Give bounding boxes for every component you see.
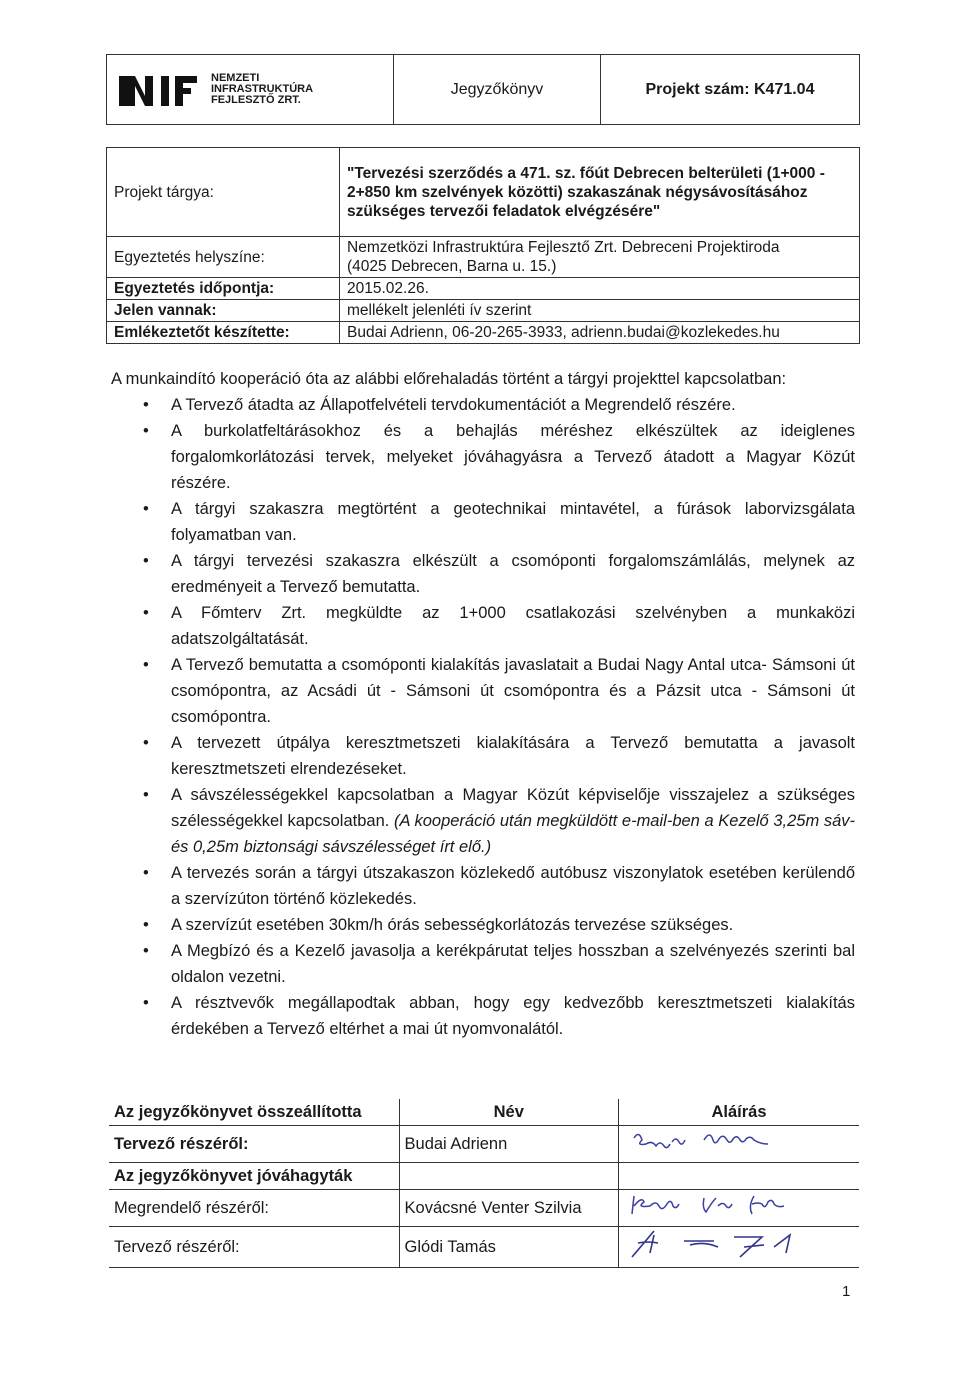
signature-header-col1: Az jegyzőkönyvet összeállította <box>109 1099 399 1126</box>
logo-cell <box>107 55 394 124</box>
intro-paragraph: A munkaindító kooperáció óta az alábbi előrehaladás történt a tárgyi projekttel kapcsolatban: <box>111 370 787 388</box>
place-label: Egyeztetés helyszíne: <box>107 237 340 278</box>
list-item-text: A sávszélességekkel kapcsolatban a Magyar Közút képviselője visszajelez a szükséges szélességekkel kapcsolatban. <box>171 786 855 830</box>
signature-name: Kovácsné Venter Szilvia <box>399 1190 618 1227</box>
present-value: mellékelt jelenléti ív szerint <box>340 300 860 322</box>
nif-logo <box>117 68 313 112</box>
signature-name: Budai Adrienn <box>399 1126 618 1163</box>
author-value: Budai Adrienn, 06-20-265-3933, adrienn.budai@kozlekedes.hu <box>340 322 860 344</box>
list-item: • A tervezett útpálya keresztmetszeti kialakítására a Tervező bemutatta a javasolt keresztmetszeti elrendezéseket. <box>171 730 855 782</box>
signature-header-col3: Aláírás <box>619 1099 860 1126</box>
subject-value: "Tervezési szerződés a 471. sz. főút Debrecen belterületi (1+000 - 2+850 km szelvények közötti) szakaszának négysávosításához szükséges tervezői feladatok elvégzésére" <box>340 148 860 237</box>
logo-line-1: NEMZETI <box>211 72 260 84</box>
logo-line-2: INFRASTRUKTÚRA <box>211 83 314 95</box>
list-item: • A Tervező átadta az Állapotfelvételi tervdokumentációt a Megrendelő részére. <box>171 392 855 418</box>
handwritten-signature <box>619 1227 860 1268</box>
info-row-place <box>107 237 860 278</box>
info-row-author <box>107 322 860 344</box>
info-row-time <box>107 278 860 300</box>
signature-scribble <box>624 1192 844 1218</box>
progress-list <box>111 392 855 1042</box>
list-item: • A Főmterv Zrt. megküldte az 1+000 csatlakozási szelvényben a munkaközi adatszolgáltatását. <box>171 600 855 652</box>
signature-empty <box>619 1163 860 1190</box>
list-item: • A tárgyi szakaszra megtörtént a geotechnikai mintavétel, a fúrások laborvizsgálata folyamatban van. <box>171 496 855 548</box>
signature-table <box>109 1099 859 1268</box>
nif-logo-mark <box>117 68 203 112</box>
list-item: • A tervezés során a tárgyi útszakaszon közlekedő autóbusz viszonylatok esetében kerülendő a szervízúton történő közlekedés. <box>171 860 855 912</box>
signature-role: Tervező részéről: <box>109 1126 399 1163</box>
signature-role: Az jegyzőkönyvet jóváhagyták <box>109 1163 399 1190</box>
page-number: 1 <box>842 1283 851 1300</box>
info-table <box>106 147 860 344</box>
list-item: • A Megbízó és a Kezelő javasolja a kerékpárutat teljes hosszban a szelvényezés szerinti bal oldalon vezetni. <box>171 938 855 990</box>
project-number: Projekt szám: K471.04 <box>645 80 815 98</box>
list-item <box>171 782 855 860</box>
subject-label: Projekt tárgya: <box>107 148 340 237</box>
logo-text <box>211 73 313 106</box>
present-label: Jelen vannak: <box>107 300 340 322</box>
signature-name-empty <box>399 1163 618 1190</box>
place-value-line1: Nemzetközi Infrastruktúra Fejlesztő Zrt. Debreceni Projektiroda <box>347 239 780 256</box>
signature-scribble <box>624 1229 854 1259</box>
list-item-note: (A kooperáció után megküldött e-mail-ben a Kezelő 3,25m sáv- és 0,25m biztonsági sávszélességet írt elő.) <box>171 812 855 856</box>
minutes-body <box>111 366 855 1042</box>
list-item: • A résztvevők megállapodtak abban, hogy egy kedvezőbb keresztmetszeti kialakítás érdekében a Tervező eltérhet a mai út nyomvonalától. <box>171 990 855 1042</box>
time-value: 2015.02.26. <box>340 278 860 300</box>
handwritten-signature <box>619 1126 860 1163</box>
signature-name: Glódi Tamás <box>399 1227 618 1268</box>
signature-row <box>109 1227 859 1268</box>
handwritten-signature <box>619 1190 860 1227</box>
author-label: Emlékeztetőt készítette: <box>107 322 340 344</box>
info-row-present <box>107 300 860 322</box>
logo-line-3: FEJLESZTŐ ZRT. <box>211 94 301 106</box>
list-item: • A tárgyi tervezési szakaszra elkészült a csomóponti forgalomszámlálás, melynek az eredményeit a Tervező bemutatta. <box>171 548 855 600</box>
place-value-line2: (4025 Debrecen, Barna u. 15.) <box>347 258 557 275</box>
document-header <box>106 54 860 125</box>
list-item: • A burkolatfeltárásokhoz és a behajlás méréshez elkészültek az ideiglenes forgalomkorlátozási tervek, melyeket jóváhagyásra a Tervező átadott a Magyar Közút részére. <box>171 418 855 496</box>
info-row-subject <box>107 148 860 237</box>
signature-role: Tervező részéről: <box>109 1227 399 1268</box>
signature-scribble <box>624 1128 824 1154</box>
place-value <box>340 237 860 278</box>
signature-row <box>109 1163 859 1190</box>
signature-header-row <box>109 1099 859 1126</box>
time-label: Egyeztetés időpontja: <box>107 278 340 300</box>
signature-row <box>109 1190 859 1227</box>
list-item: • A Tervező bemutatta a csomóponti kialakítás javaslatait a Budai Nagy Antal utca- Sámsoni út csomópontra, az Acsádi út - Sámsoni út csomópontra és a Pázsit utca - Sámsoni út csomópontra. <box>171 652 855 730</box>
list-item: • A szervízút esetében 30km/h órás sebességkorlátozás tervezése szükséges. <box>171 912 855 938</box>
signature-row <box>109 1126 859 1163</box>
doc-title: Jegyzőkönyv <box>394 55 601 124</box>
signature-header-col2: Név <box>399 1099 618 1126</box>
signature-role: Megrendelő részéről: <box>109 1190 399 1227</box>
